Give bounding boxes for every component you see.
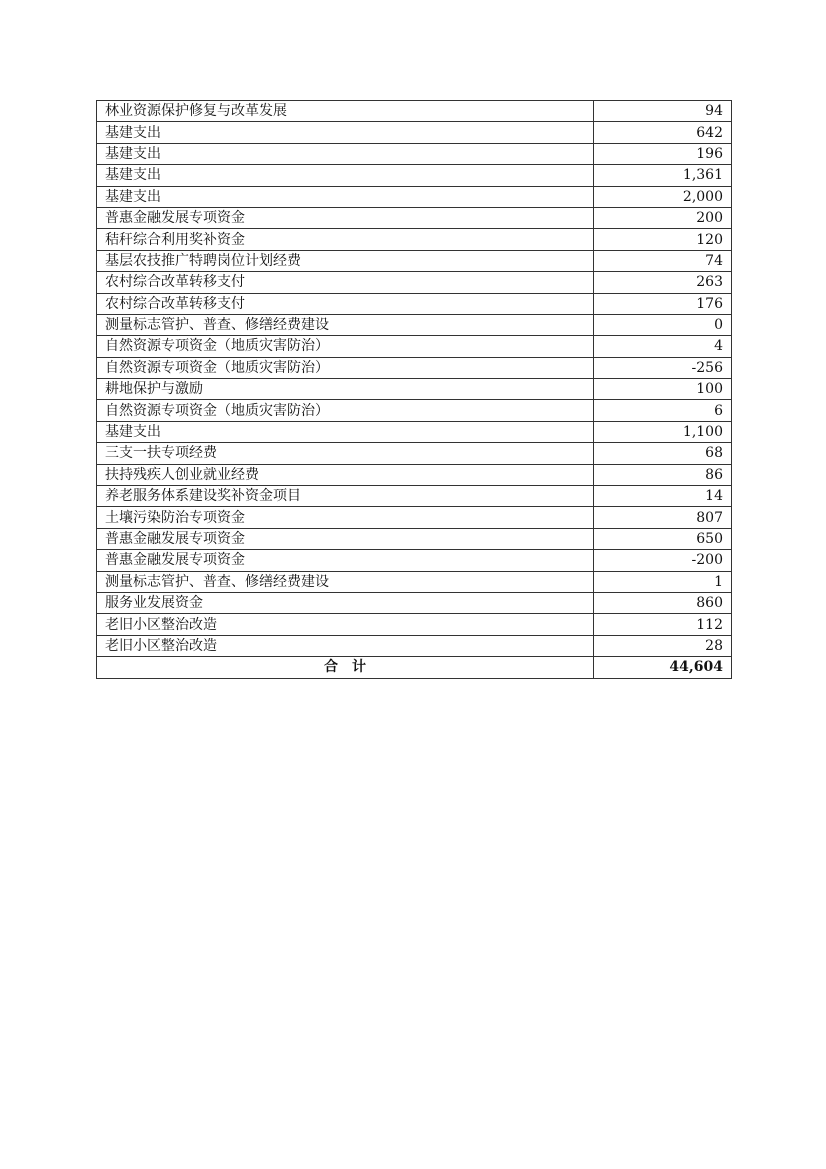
item-name-cell: 林业资源保护修复与改革发展 <box>97 101 594 122</box>
item-name-cell: 基建支出 <box>97 143 594 164</box>
item-name-cell: 养老服务体系建设奖补资金项目 <box>97 486 594 507</box>
item-amount-cell: -200 <box>594 550 732 571</box>
table-row <box>97 635 732 656</box>
table-row <box>97 272 732 293</box>
item-name-cell: 农村综合改革转移支付 <box>97 293 594 314</box>
item-amount-cell: 1,361 <box>594 165 732 186</box>
item-name-cell: 普惠金融发展专项资金 <box>97 528 594 549</box>
table-row <box>97 165 732 186</box>
table-row <box>97 336 732 357</box>
item-name-cell: 测量标志管护、普查、修缮经费建设 <box>97 571 594 592</box>
item-amount-cell: 200 <box>594 207 732 228</box>
item-amount-cell: 4 <box>594 336 732 357</box>
item-amount-cell: 100 <box>594 379 732 400</box>
item-amount-cell: 112 <box>594 614 732 635</box>
table-row <box>97 592 732 613</box>
table-row <box>97 143 732 164</box>
item-amount-cell: 94 <box>594 101 732 122</box>
table-row <box>97 443 732 464</box>
item-amount-cell: 642 <box>594 122 732 143</box>
total-label-cell: 合 计 <box>97 657 594 678</box>
table-row <box>97 571 732 592</box>
table-row <box>97 207 732 228</box>
item-name-cell: 耕地保护与激励 <box>97 379 594 400</box>
item-amount-cell: 1 <box>594 571 732 592</box>
item-amount-cell: 1,100 <box>594 421 732 442</box>
item-name-cell: 自然资源专项资金（地质灾害防治） <box>97 336 594 357</box>
item-amount-cell: 68 <box>594 443 732 464</box>
total-row <box>97 657 732 678</box>
table-row <box>97 379 732 400</box>
item-name-cell: 自然资源专项资金（地质灾害防治） <box>97 400 594 421</box>
table-row <box>97 528 732 549</box>
table-row <box>97 250 732 271</box>
item-amount-cell: 2,000 <box>594 186 732 207</box>
item-amount-cell: 176 <box>594 293 732 314</box>
item-name-cell: 普惠金融发展专项资金 <box>97 207 594 228</box>
item-name-cell: 基建支出 <box>97 421 594 442</box>
item-name-cell: 三支一扶专项经费 <box>97 443 594 464</box>
table-row <box>97 614 732 635</box>
item-name-cell: 基建支出 <box>97 186 594 207</box>
item-amount-cell: 74 <box>594 250 732 271</box>
funding-table <box>96 100 732 679</box>
table-row <box>97 314 732 335</box>
table-row <box>97 357 732 378</box>
item-amount-cell: 0 <box>594 314 732 335</box>
item-amount-cell: 86 <box>594 464 732 485</box>
item-name-cell: 老旧小区整治改造 <box>97 614 594 635</box>
table-row <box>97 400 732 421</box>
item-name-cell: 土壤污染防治专项资金 <box>97 507 594 528</box>
item-amount-cell: 860 <box>594 592 732 613</box>
table-row <box>97 101 732 122</box>
item-name-cell: 服务业发展资金 <box>97 592 594 613</box>
funding-table-body <box>97 101 732 679</box>
item-amount-cell: 14 <box>594 486 732 507</box>
table-row <box>97 507 732 528</box>
item-name-cell: 普惠金融发展专项资金 <box>97 550 594 571</box>
table-row <box>97 122 732 143</box>
table-row <box>97 486 732 507</box>
item-amount-cell: 650 <box>594 528 732 549</box>
item-amount-cell: 28 <box>594 635 732 656</box>
item-amount-cell: -256 <box>594 357 732 378</box>
table-row <box>97 421 732 442</box>
table-row <box>97 464 732 485</box>
item-amount-cell: 807 <box>594 507 732 528</box>
item-name-cell: 基建支出 <box>97 122 594 143</box>
item-name-cell: 基建支出 <box>97 165 594 186</box>
item-amount-cell: 120 <box>594 229 732 250</box>
item-name-cell: 测量标志管护、普查、修缮经费建设 <box>97 314 594 335</box>
total-amount-cell: 44,604 <box>594 657 732 678</box>
item-name-cell: 扶持残疾人创业就业经费 <box>97 464 594 485</box>
table-row <box>97 293 732 314</box>
item-name-cell: 自然资源专项资金（地质灾害防治） <box>97 357 594 378</box>
table-row <box>97 550 732 571</box>
item-amount-cell: 196 <box>594 143 732 164</box>
item-name-cell: 农村综合改革转移支付 <box>97 272 594 293</box>
item-amount-cell: 6 <box>594 400 732 421</box>
item-name-cell: 秸秆综合利用奖补资金 <box>97 229 594 250</box>
item-amount-cell: 263 <box>594 272 732 293</box>
item-name-cell: 老旧小区整治改造 <box>97 635 594 656</box>
table-row <box>97 229 732 250</box>
funding-table-container <box>96 100 731 679</box>
table-row <box>97 186 732 207</box>
item-name-cell: 基层农技推广特聘岗位计划经费 <box>97 250 594 271</box>
